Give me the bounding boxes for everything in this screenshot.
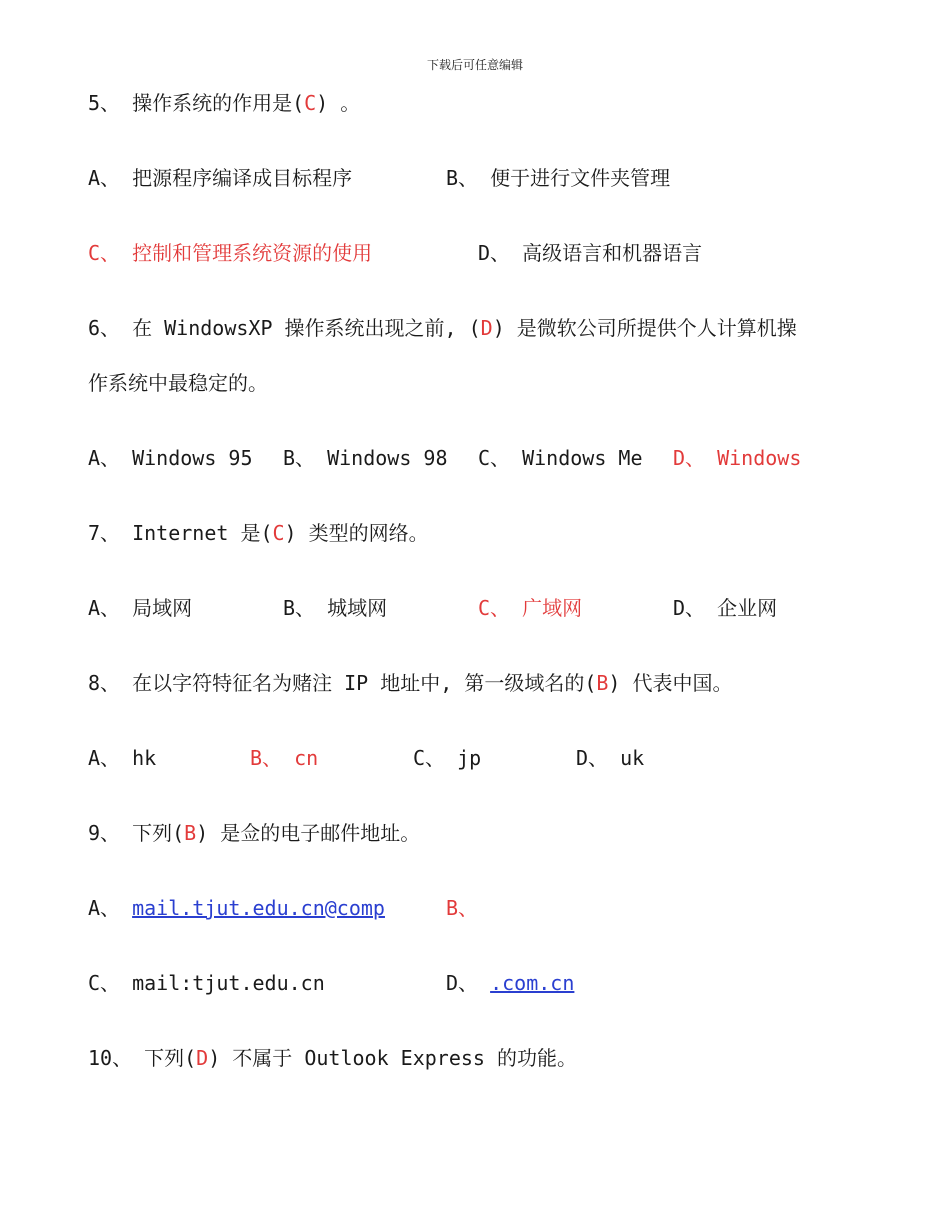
question-text: 8、 在以字符特征名为赌注 IP 地址中, 第一级域名的(: [88, 671, 597, 695]
question-text-end: ) 。: [316, 91, 361, 115]
option-a: A、 hk: [88, 746, 157, 770]
question-text: 9、 下列(: [88, 821, 185, 845]
option-c: C、 jp: [413, 746, 482, 770]
option-c: C、 mail:tjut.edu.cn: [88, 971, 325, 995]
question-6-continued: 作系统中最稳定的。: [88, 371, 268, 395]
option-a: A、 把源程序编译成目标程序: [88, 166, 353, 190]
option-a: [88, 895, 385, 921]
answer-letter: B: [184, 821, 197, 845]
option-b-correct: B、: [446, 896, 479, 920]
answer-letter: C: [272, 521, 285, 545]
option-d-label: D、: [446, 971, 491, 995]
question-text-end: ) 是佥的电子邮件地址。: [196, 821, 421, 845]
question-text-end: ) 代表中国。: [608, 671, 733, 695]
option-b: B、 便于进行文件夹管理: [446, 166, 671, 190]
option-d: D、 企业网: [673, 596, 778, 620]
option-a-email-link[interactable]: mail.tjut.edu.cn@comp: [132, 896, 385, 920]
answer-letter: C: [304, 91, 317, 115]
question-text-end: ) 不属于 Outlook Express 的功能。: [208, 1046, 577, 1070]
option-d: D、 uk: [576, 746, 645, 770]
answer-letter: D: [480, 316, 493, 340]
question-text-end: ) 类型的网络。: [284, 521, 429, 545]
option-b: B、 城域网: [283, 596, 388, 620]
question-text: 7、 Internet 是(: [88, 521, 273, 545]
option-a: A、 局域网: [88, 596, 193, 620]
option-a-label: A、: [88, 896, 133, 920]
question-10: [88, 1045, 577, 1071]
option-d-link[interactable]: .com.cn: [490, 971, 575, 995]
question-7: [88, 520, 429, 546]
option-c: C、 Windows Me: [478, 446, 643, 470]
question-text: 5、 操作系统的作用是(: [88, 91, 305, 115]
option-d-correct: D、 Windows: [673, 446, 802, 470]
question-6: [88, 315, 797, 341]
answer-letter: B: [596, 671, 609, 695]
option-b: B、 Windows 98: [283, 446, 448, 470]
option-d: [446, 970, 574, 996]
option-c-correct: C、 控制和管理系统资源的使用: [88, 241, 373, 265]
option-a: A、 Windows 95: [88, 446, 253, 470]
option-d: D、 高级语言和机器语言: [478, 241, 703, 265]
question-8: [88, 670, 733, 696]
question-text-end: ) 是微软公司所提供个人计算机操: [492, 316, 797, 340]
answer-letter: D: [196, 1046, 209, 1070]
question-9: [88, 820, 420, 846]
page-header: 下载后可任意编辑: [426, 58, 523, 72]
option-b-correct: B、 cn: [250, 746, 319, 770]
question-text: 6、 在 WindowsXP 操作系统出现之前, (: [88, 316, 481, 340]
question-text: 10、 下列(: [88, 1046, 197, 1070]
question-5: [88, 90, 360, 116]
option-c-correct: C、 广域网: [478, 596, 583, 620]
